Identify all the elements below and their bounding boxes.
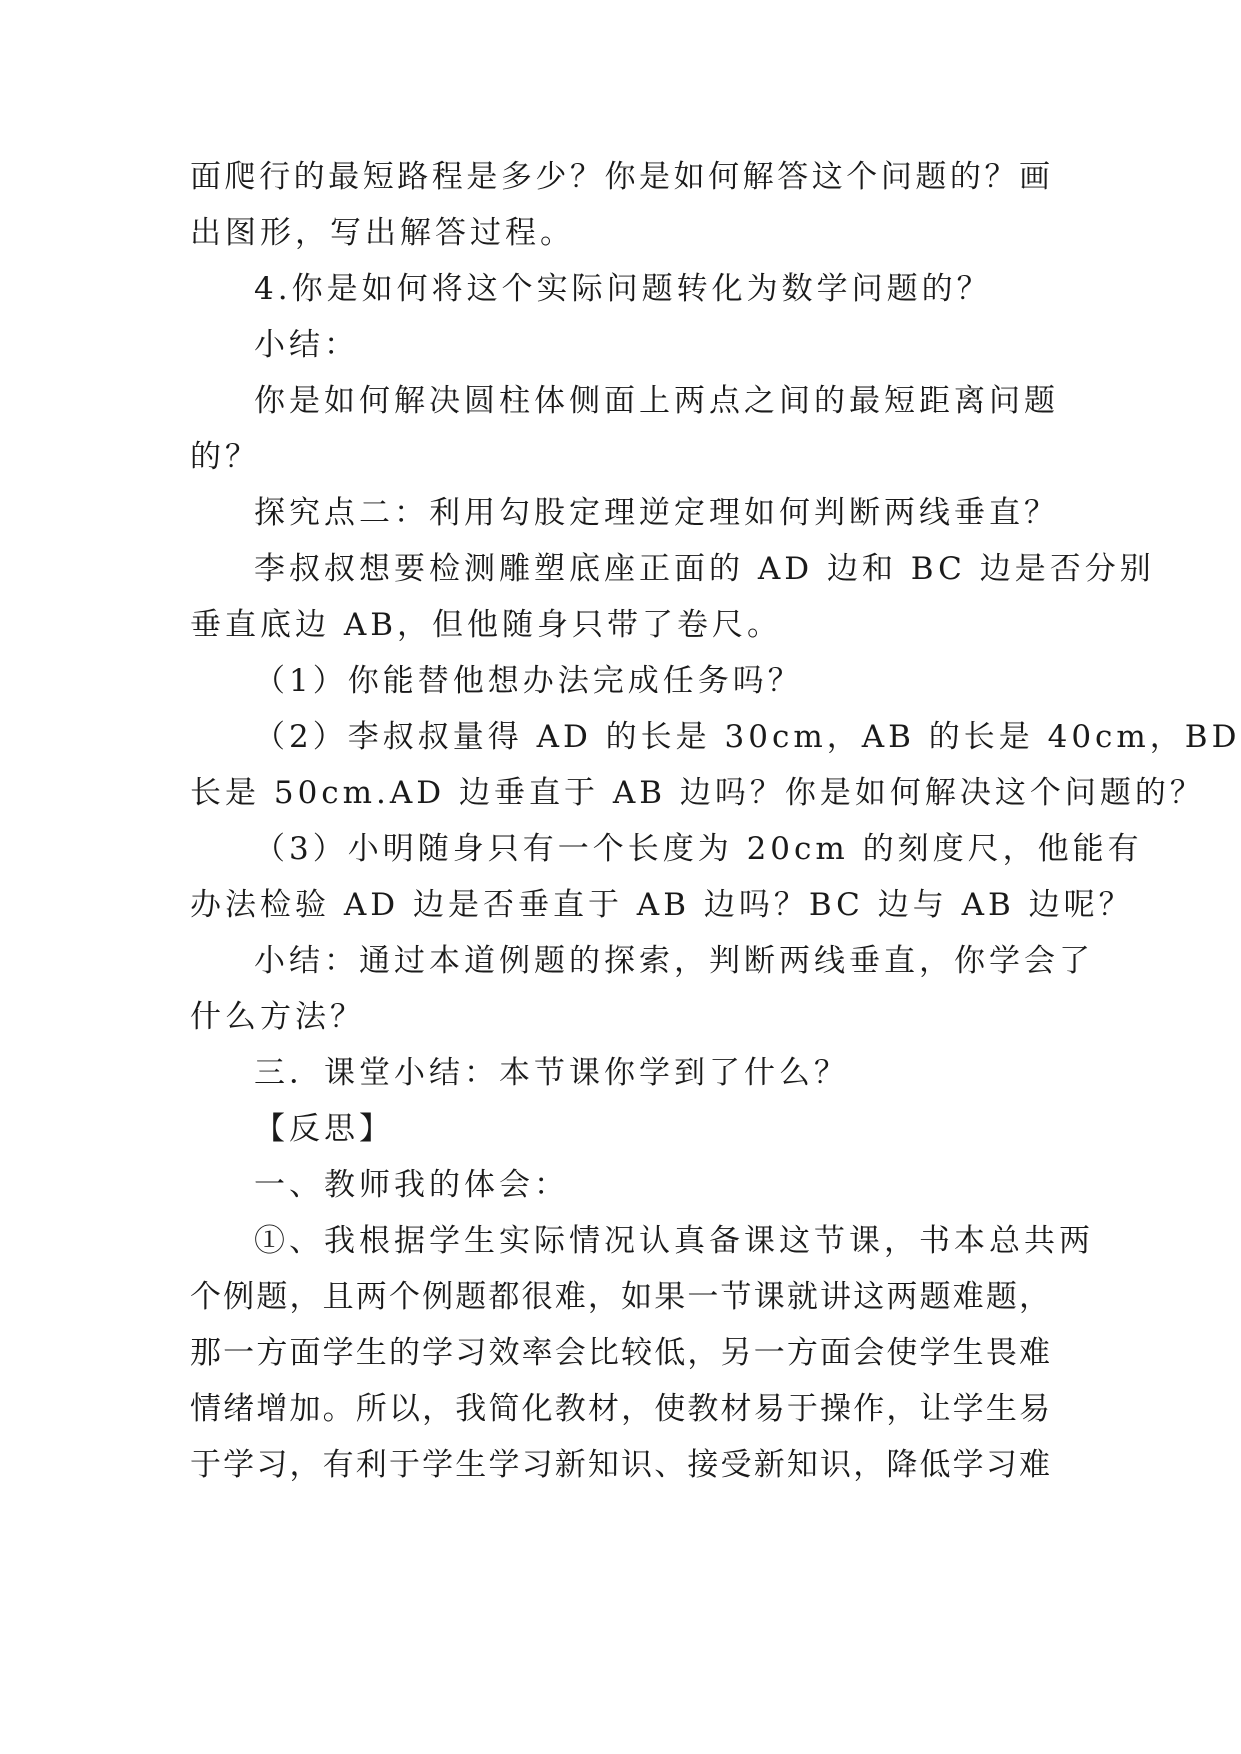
text-line: 出图形，写出解答过程。 <box>190 215 575 251</box>
text-line: 你是如何解决圆柱体侧面上两点之间的最短距离问题 <box>254 383 1059 419</box>
text-line: 那一方面学生的学习效率会比较低，另一方面会使学生畏难 <box>190 1335 1050 1371</box>
text-line: 办法检验 AD 边是否垂直于 AB 边吗？BC 边与 AB 边呢？ <box>190 887 1134 923</box>
text-line: 面爬行的最短路程是多少？你是如何解答这个问题的？画 <box>190 159 1050 195</box>
text-line: 【反思】 <box>254 1111 394 1147</box>
text-line: 情绪增加。所以，我简化教材，使教材易于操作，让学生易 <box>190 1391 1050 1427</box>
text-line: （2）李叔叔量得 AD 的长是 30cm，AB 的长是 40cm，BD <box>254 719 1241 755</box>
text-line: 个例题，且两个例题都很难，如果一节课就讲这两题难题， <box>190 1279 1050 1315</box>
text-line: 4.你是如何将这个实际问题转化为数学问题的？ <box>254 271 992 307</box>
text-line: 李叔叔想要检测雕塑底座正面的 AD 边和 BC 边是否分别 <box>254 551 1155 587</box>
text-line: 什么方法？ <box>190 999 365 1035</box>
text-line: 探究点二：利用勾股定理逆定理如何判断两线垂直？ <box>254 495 1059 531</box>
text-line: 小结：通过本道例题的探索，判断两线垂直，你学会了 <box>254 943 1094 979</box>
text-line: ①、我根据学生实际情况认真备课这节课，书本总共两 <box>254 1223 1094 1259</box>
text-line: （1）你能替他想办法完成任务吗？ <box>254 663 803 699</box>
text-line: （3）小明随身只有一个长度为 20cm 的刻度尺，他能有 <box>254 831 1143 867</box>
text-line: 长是 50cm.AD 边垂直于 AB 边吗？你是如何解决这个问题的？ <box>190 775 1205 811</box>
text-line: 的？ <box>190 439 260 475</box>
text-line: 于学习，有利于学生学习新知识、接受新知识，降低学习难 <box>190 1447 1050 1483</box>
text-line: 三．课堂小结：本节课你学到了什么？ <box>254 1055 849 1091</box>
text-line: 一、教师我的体会： <box>254 1167 569 1203</box>
text-line: 垂直底边 AB，但他随身只带了卷尺。 <box>190 607 783 643</box>
text-line: 小结： <box>254 327 359 363</box>
